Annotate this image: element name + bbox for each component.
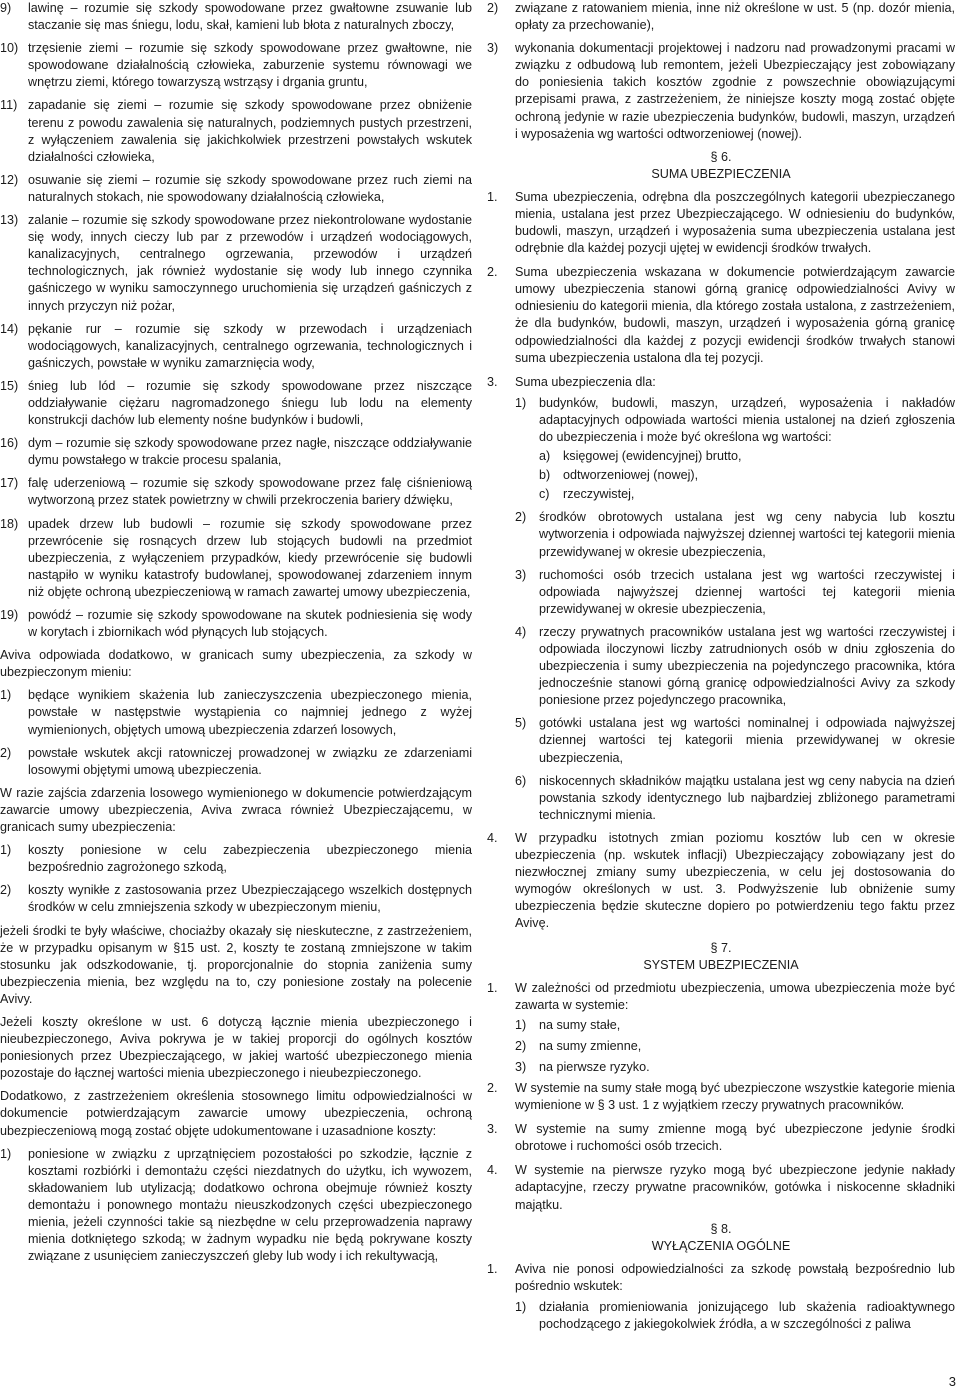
paragraph-text: W systemie na sumy stałe mogą być ubezpieczone wszystkie kategorie mienia wymienione w § 3 ust. 1 z wyjątkiem rzeczy prywatnych pracowników.: [515, 1080, 955, 1113]
item-text: niskocennych składników majątku ustalana jest wg ceny nabycia na dzień powstania szkody identycznego lub najbardziej zbliżonego parametrami technicznymi mienia.: [539, 773, 955, 822]
paragraph-text: W systemie na pierwsze ryzyko mogą być ubezpieczone jedynie nakłady adaptacyjne, rzeczy prywatne pracowników, gotówka i niskocenne składniki majątku.: [515, 1163, 955, 1212]
sub-list-item: [539, 486, 955, 503]
paragraph-number: 4.: [487, 1163, 498, 1178]
item-text: budynków, budowli, maszyn, urządzeń, wyposażenia i nakładów adaptacyjnych odpowiada wartości mienia ustalonej na dzień zgłoszenia do ubezpieczenia i może być określona wg wartości:: [539, 395, 955, 444]
paragraph: [487, 1080, 955, 1114]
definition-item: [0, 97, 472, 165]
item-number: 1): [0, 688, 12, 703]
section-number: § 6.: [710, 149, 732, 164]
section-title: SYSTEM UBEZPIECZENIA: [643, 957, 799, 972]
list-item: [0, 687, 472, 738]
paragraph-text: Suma ubezpieczenia dla:: [515, 374, 656, 389]
item-number: 2): [515, 1038, 527, 1053]
section-title: WYŁĄCZENIA OGÓLNE: [651, 1238, 791, 1253]
item-text: osuwanie się ziemi – rozumie się szkody spowodowane przez ruch ziemi na naturalnych stokach, nie spowodowany działalnością człowieka,: [28, 172, 472, 204]
item-number: 11): [0, 98, 18, 113]
item-number: 14): [0, 321, 19, 336]
item-number: 6): [515, 773, 527, 788]
list-item: [0, 745, 472, 779]
paragraph-number: 3.: [487, 374, 498, 389]
item-number: 2): [0, 883, 12, 898]
item-number: 2): [0, 745, 12, 760]
item-number: 17): [0, 476, 19, 491]
item-letter: a): [539, 449, 551, 464]
item-number: 19): [0, 608, 19, 622]
definition-item: [0, 475, 472, 509]
item-text: rzeczy prywatnych pracowników ustalana jest wg wartości rzeczywistej i odpowiada iloczynowi liczby zatrudnionych osób w dniu zgłoszenia do ubezpieczenia i sumy ubezpieczenia na pojedynczego pracownika, która jednocześnie stanowi górną granicę odpowiedzialności Avivy za szkody poniesione przez pojedynczego pracownika,: [539, 624, 955, 708]
exclusion-list: [487, 1299, 955, 1333]
item-text: na sumy stałe,: [539, 1017, 621, 1032]
item-text: gotówki ustalana jest wg wartości nominalnej i odpowiada najwyższej dziennej wartości tej kategorii mienia przewidywanej w okresie ubezpieczenia,: [539, 716, 955, 765]
right-column: [487, 0, 955, 1335]
list-item: [515, 567, 955, 618]
item-number: 3): [487, 41, 499, 56]
item-number: 2): [487, 1, 499, 15]
item-number: 13): [0, 213, 19, 228]
system-list: [487, 1017, 955, 1076]
item-text: odtworzeniowej (nowej),: [563, 468, 699, 483]
paragraph-number: 2.: [487, 1080, 498, 1095]
item-number: 1): [0, 1146, 12, 1161]
item-text: falę uderzeniową – rozumie się szkody spowodowane przez falę ciśnieniową wytworzoną przez statek powietrzny w chwili przekroczenia bariery dźwięku,: [28, 476, 472, 508]
item-text: rzeczywistej,: [563, 487, 635, 502]
item-letter: b): [539, 468, 551, 483]
list-item: [515, 773, 955, 824]
section-number: § 7.: [710, 940, 732, 955]
item-text: lawinę – rozumie się szkody spowodowane przez gwałtowne zsuwanie lub staczanie się mas śniegu, lodu, skał, kamieni lub błota z naturalnych zboczy,: [28, 1, 472, 33]
item-text: poniesione w związku z uprzątnięciem pozostałości po szkodzie, łącznie z kosztami rozbiórki i demontażu części niezdatnych do użytku, ich wywozem, składowaniem lub utylizacją; dodatkowo ochrona obejmuje również koszty demontażu i ponownego montażu nieuszkodzonych części ubezpieczonego mienia, jeżeli czynności takie są niezbędne w celu przeprowadzenia naprawy mienia dotkniętego szkodą; w żadnym wypadku nie będą pokrywane koszty związane z usunięciem zanieczyszczeń gleby lub wody i ich rekultywacją,: [28, 1146, 472, 1264]
paragraph-6: [0, 785, 472, 836]
paragraph-number: 1.: [487, 1261, 498, 1276]
definition-item: [0, 40, 472, 91]
item-letter: c): [539, 487, 550, 502]
item-text: na sumy zmienne,: [539, 1038, 642, 1053]
sub-list-item: [539, 467, 955, 484]
paragraph-text: Aviva odpowiada dodatkowo, w granicach sumy ubezpieczenia, za szkody w ubezpieczonym mieniu:: [0, 648, 472, 680]
paragraph-text: Suma ubezpieczenia, odrębna dla poszczególnych kategorii ubezpieczanego mienia, ustalana jest przez Ubezpieczającego. W odniesieniu do budynków, budowli, maszyn, urządzeń i wyposażenia suma ubezpieczenia ustalana jest odrębnie dla każdej pozycji ujętej w ewidencji środków trwałych.: [515, 189, 955, 256]
paragraph-number: 4.: [487, 830, 498, 845]
section-title: SUMA UBEZPIECZENIA: [651, 166, 791, 181]
item-number: 18): [0, 516, 19, 531]
item-text: wykonania dokumentacji projektowej i nadzoru nad prowadzonymi pracami w związku z odbudową lub remontem, jeżeli Ubezpieczający jest zobowiązany do poniesienia takich kosztów zgodnie z powszechnie obowiązującymi przepisami prawa, z zastrzeżeniem, że niniejsze koszty mogą zostać objęte ochroną jedynie w razie ubezpieczenia budynków, budowli, maszyn, urządzeń i wyposażenia wg wartości odtworzeniowej (nowej).: [515, 41, 955, 141]
paragraph: [487, 1121, 955, 1155]
list-item: [487, 0, 955, 34]
item-text: trzęsienie ziemi – rozumie się szkody spowodowane przez gwałtowne, nie spowodowane działalnością człowieka, zaburzenie systemu równowagi we wnętrzu ziemi, którego towarzyszą wstrząsy i drgania gruntu,: [28, 41, 472, 90]
paragraph-8: [0, 1088, 472, 1139]
item-text: dym – rozumie się szkody spowodowane przez nagłe, niszczące oddziaływanie dymu powstałego w trakcie procesu spalania,: [28, 436, 472, 468]
paragraph: [487, 1162, 955, 1213]
item-text: powódź – rozumie się szkody spowodowane na skutek podniesienia się wody w korytach i zbiornikach wód płynących lub stojących.: [28, 608, 472, 640]
definition-item: [0, 516, 472, 601]
list-item: [487, 40, 955, 143]
item-text: pękanie rur – rozumie się szkody w przewodach i urządzeniach wodociągowych, kanalizacyjnych, centralnego ogrzewania, technologicznych i gaśniczych, powstałe w wyniku zamarznięcia wody,: [28, 321, 472, 370]
sub-list: [515, 448, 955, 503]
paragraph-text: jeżeli środki te były właściwe, chociażby okazały się nieskuteczne, z zastrzeżeniem, że w przypadku opisanym w §15 ust. 2, koszty te zostaną zmniejszone w takim stosunku jak odszkodowanie, tj. proporcjonalnie do stopnia zaniżenia sumy ubezpieczenia mienia, bez względu na to, czy poniesione zostały na polecenie Avivy.: [0, 923, 472, 1006]
item-number: 1): [515, 1017, 527, 1032]
definition-item: [0, 378, 472, 429]
paragraph-6-tail: [0, 923, 472, 1008]
paragraph-3-list: [487, 395, 955, 824]
paragraph-text: Suma ubezpieczenia wskazana w dokumencie potwierdzającym zawarcie umowy ubezpieczenia stanowi górną granicę odpowiedzialności Avivy w odniesieniu do kategorii mienia, dla którego została ustalona, z zastrzeżeniem, że dla budynków, budowli, maszyn, urządzeń i wyposażenia górną granicę odpowiedzialności dla każdej z pozycji ewidencji środków trwałych stanowi suma ubezpieczenia ustalona dla tej pozycji.: [515, 265, 955, 365]
item-number: 10): [0, 41, 19, 56]
paragraph-text: W zależności od przedmiotu ubezpieczenia, umowa ubezpieczenia może być zawarta w systemie:: [515, 980, 955, 1012]
section-heading-7: [487, 940, 955, 974]
list-item: [515, 715, 955, 766]
section-heading-6: [487, 149, 955, 183]
item-number: 4): [515, 624, 527, 639]
item-text: działania promieniowania jonizującego lub skażenia radioaktywnego pochodzącego z jakiegokolwiek źródła, a w szczególności z paliwa: [539, 1299, 955, 1331]
paragraph-text: W systemie na sumy zmienne mogą być ubezpieczone jedynie środki obrotowe i ruchomości osób trzecich.: [515, 1122, 955, 1154]
list-item: [515, 1299, 955, 1333]
paragraph-number: 3.: [487, 1122, 498, 1137]
item-text: koszty poniesione w celu zabezpieczenia ubezpieczonego mienia bezpośrednio zagrożonego szkodą,: [28, 843, 472, 875]
section-heading-8: [487, 1221, 955, 1255]
paragraph: [487, 1261, 955, 1295]
definition-item: [0, 435, 472, 469]
paragraph-text: Dodatkowo, z zastrzeżeniem określenia stosownego limitu odpowiedzialności w dokumencie potwierdzającym zawarcie umowy ubezpieczenia, ochroną ubezpieczeniową mogą zostać objęte udokumentowane i uzasadnione koszty:: [0, 1089, 472, 1138]
list-item: [515, 624, 955, 709]
item-text: związane z ratowaniem mienia, inne niż określone w ust. 5 (np. dozór mienia, opłaty za przechowanie),: [515, 1, 955, 33]
item-number: 3): [515, 567, 527, 582]
item-text: koszty wynikłe z zastosowania przez Ubezpieczającego wszelkich dostępnych środków w celu zmniejszenia szkody w ubezpieczonym mieniu,: [28, 883, 472, 915]
list-item: [515, 509, 955, 560]
item-text: powstałe wskutek akcji ratowniczej prowadzonej w związku ze zdarzeniami losowymi objętymi umową ubezpieczenia.: [28, 745, 472, 777]
list-item: [515, 1038, 955, 1055]
item-text: księgowej (ewidencyjnej) brutto,: [563, 449, 742, 464]
paragraph-5: [0, 647, 472, 681]
item-number: 1): [515, 1299, 527, 1314]
definition-item: [0, 172, 472, 206]
paragraph-number: 1.: [487, 980, 498, 995]
paragraph: [487, 830, 955, 933]
definition-item: [0, 607, 472, 641]
item-number: 1): [0, 843, 12, 858]
item-number: 1): [515, 395, 527, 410]
paragraph: [487, 374, 955, 391]
left-column: [0, 0, 472, 1271]
item-text: środków obrotowych ustalana jest wg ceny nabycia lub kosztu wytworzenia i odpowiada najwyższej dziennej wartości tej kategorii mienia przewidywanej w okresie ubezpieczenia,: [539, 510, 955, 559]
definition-item: [0, 321, 472, 372]
item-text: na pierwsze ryzyko.: [539, 1059, 650, 1074]
paragraph-text: W razie zajścia zdarzenia losowego wymienionego w dokumencie potwierdzającym zawarcie umowy ubezpieczenia, Aviva zwraca również Ubezpieczającemu, w granicach sumy ubezpieczenia:: [0, 785, 472, 835]
item-text: zapadanie się ziemi – rozumie się szkody spowodowane przez obniżenie terenu z powodu zawalenia się naturalnych, podziemnych pustych przestrzeni, z wyłączeniem zawalenia się jakichkolwiek przestrzeni powstałych wskutek działalności człowieka,: [28, 98, 472, 164]
sub-list-item: [539, 448, 955, 465]
item-number: 3): [515, 1059, 527, 1074]
paragraph: [487, 264, 955, 367]
paragraph-number: 1.: [487, 189, 498, 204]
item-number: 12): [0, 172, 19, 187]
item-number: 16): [0, 436, 19, 451]
item-text: śnieg lub lód – rozumie się szkody spowodowane przez niszczące oddziaływanie ciężaru nagromadzonego śniegu lub lodu na elementy konstrukcji dachów lub elementy nośne budynków i budowli,: [28, 378, 472, 428]
list-item: [0, 842, 472, 876]
item-number: 2): [515, 510, 527, 525]
list-item: [515, 395, 955, 446]
paragraph: [487, 189, 955, 257]
list-item: [515, 1017, 955, 1034]
paragraph-7: [0, 1014, 472, 1082]
item-text: ruchomości osób trzecich ustalana jest wg wartości rzeczywistej i odpowiada najwyższej dziennej wartości tej kategorii mienia przewidywanej w okresie ubezpieczenia,: [539, 567, 955, 616]
list-item: [515, 1059, 955, 1076]
paragraph-text: Jeżeli koszty określone w ust. 6 dotyczą łącznie mienia ubezpieczonego i nieubezpieczonego, Aviva pokrywa je w takiej proporcji do ogólnych kosztów poniesionych przez Ubezpieczającego, w jakiej wartość ubezpieczonego mienia pozostaje do łącznej wartości mienia ubezpieczonego i nieubezpieczonego.: [0, 1014, 472, 1081]
item-number: 5): [515, 716, 527, 731]
page-number: 3: [948, 1373, 956, 1389]
definition-item: [0, 0, 472, 34]
paragraph-text: Aviva nie ponosi odpowiedzialności za szkodę powstałą bezpośrednio lub pośrednio wskutek:: [515, 1261, 955, 1293]
paragraph-text: W przypadku istotnych zmian poziomu kosztów lub cen w okresie ubezpieczenia (np. wskutek inflacji) Ubezpieczający zobowiązany jest do niezwłocznej zmiany sumy ubezpieczenia, w celu jej dostosowania do wymogów określonych w ust. 3. Podwyższenie lub obniżenie sumy ubezpieczenia będzie skuteczne dopiero po potwierdzeniu tego faktu przez Avivę.: [515, 830, 955, 931]
item-text: będące wynikiem skażenia lub zanieczyszczenia ubezpieczonego mienia, powstałe w następstwie wystąpienia co najmniej jednego z wyżej wymienionych, objętych umową ubezpieczenia zdarzeń losowych,: [28, 688, 472, 737]
section-number: § 8.: [710, 1221, 732, 1236]
list-item: [0, 882, 472, 916]
item-text: zalanie – rozumie się szkody spowodowane przez niekontrolowane wydostanie się wody, innych cieczy lub par z przewodów i urządzeń wodociągowych, kanalizacyjnych, centralnego ogrzewania, przewodów i urządzeń technologicznych, jak również wydostanie się wody lub innego czynnika gaśniczego w wyniku samoczynnego uruchomienia się urządzeń gaśniczych z innych przyczyn niż pożar,: [28, 213, 472, 313]
item-text: upadek drzew lub budowli – rozumie się szkody spowodowane przez przewrócenie się rosnących drzew lub stojących budowli na przedmiot ubezpieczenia, z wyłączeniem przypadków, kiedy przewrócenie się budowli nastąpiło w wyniku katastrofy budowlanej, spowodowanej zdarzeniem innym niż objęte ochroną ubezpieczeniową w ramach zawartej umowy ubezpieczenia,: [28, 516, 472, 599]
paragraph-number: 2.: [487, 265, 498, 280]
paragraph: [487, 980, 955, 1014]
item-number: 15): [0, 378, 19, 393]
item-number: 9): [0, 1, 12, 15]
definition-item: [0, 212, 472, 315]
list-item: [0, 1146, 472, 1266]
